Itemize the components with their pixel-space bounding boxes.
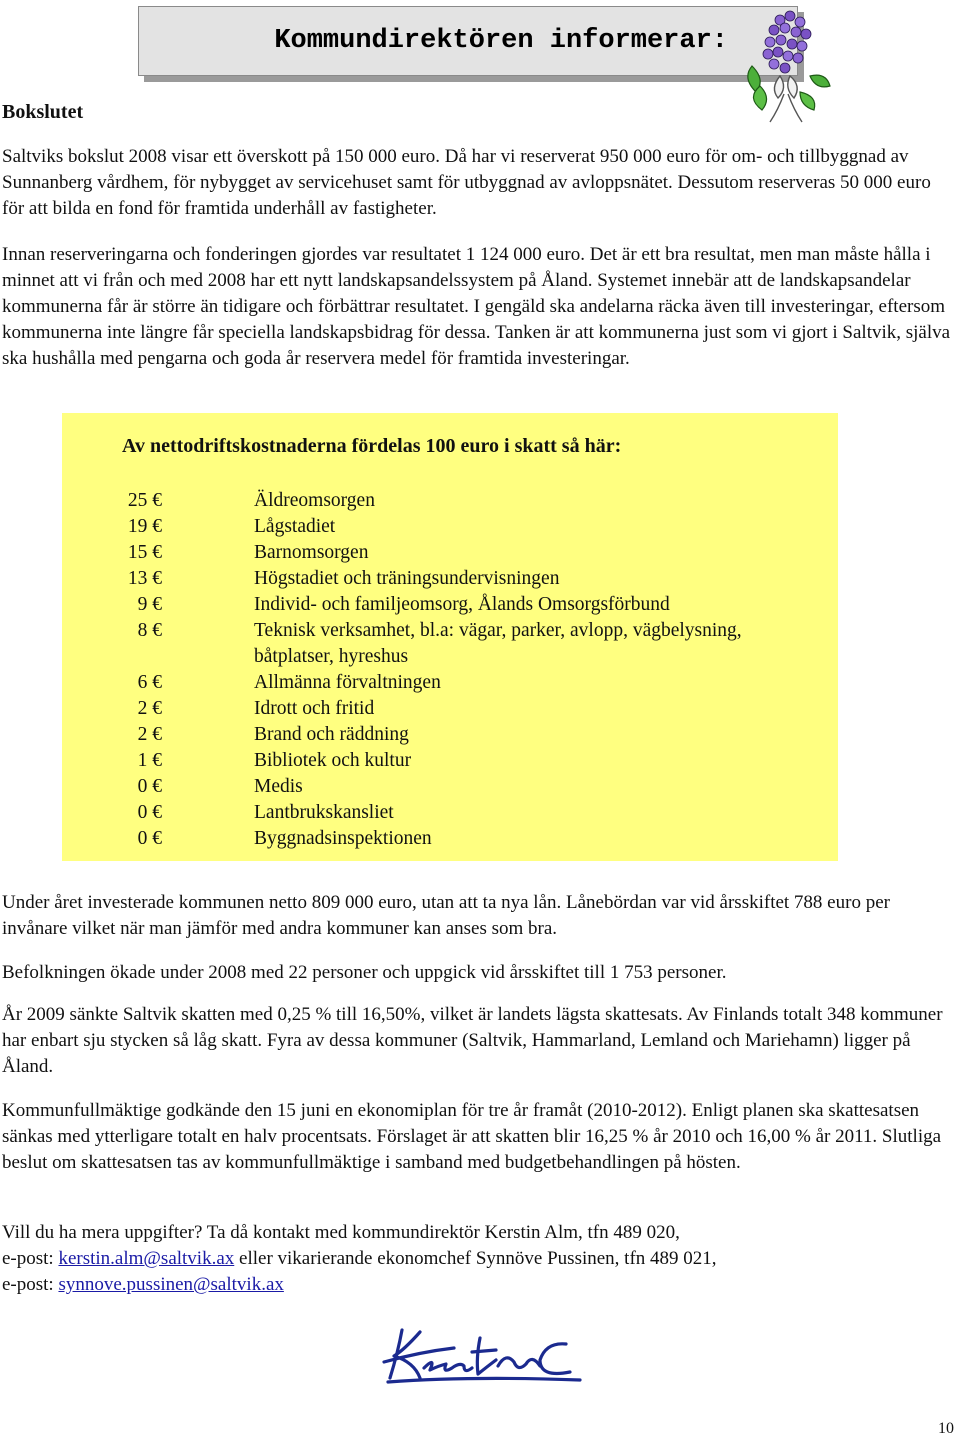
paragraph-economic-plan: Kommunfullmäktige godkände den 15 juni en ekonomiplan för tre år framåt (2010-2012). Enligt planen ska skattesatsen sänkas med ytterligare totalt en halv procentsats. Förslaget är att skatten blir 16,25 % år 2010 och 16,00 % år 2011. Slutliga beslut om skattesatsen tas av kommunfullmäktige i samband med budgetbehandlingen på hösten. xyxy=(2,1100,942,1173)
distribution-row xyxy=(62,696,838,722)
distribution-label: Lågstadiet xyxy=(254,516,336,537)
distribution-amount: 6 € xyxy=(137,672,162,693)
distribution-row xyxy=(62,670,838,696)
distribution-amount: 0 € xyxy=(137,828,162,849)
distribution-label: Teknisk verksamhet, bl.a: vägar, parker, avlopp, vägbelysning, båtplatser, hyreshus xyxy=(254,620,742,667)
section-heading-bokslut: Bokslutet xyxy=(2,101,84,123)
contact-paragraph xyxy=(2,1220,954,1298)
paragraph-investments: Under året investerade kommunen netto 809 000 euro, utan att ta nya lån. Lånebördan var vid årsskiftet 788 euro per invånare vilket när man jämför med andra kommuner kan anses som bra. xyxy=(2,892,890,939)
distribution-amount: 19 € xyxy=(127,516,162,537)
email-link-kerstin[interactable]: kerstin.alm@saltvik.ax xyxy=(58,1248,235,1269)
contact-line-1: Vill du ha mera uppgifter? Ta då kontakt med kommundirektör Kerstin Alm, tfn 489 020, xyxy=(2,1222,680,1243)
contact-line-2: eller vikarierande ekonomchef Synnöve Pussinen, tfn 489 021, xyxy=(234,1248,717,1269)
distribution-row xyxy=(62,722,838,748)
page-number: 10 xyxy=(938,1420,954,1437)
distribution-amount: 0 € xyxy=(137,802,162,823)
tax-distribution-list xyxy=(62,488,838,852)
distribution-amount: 8 € xyxy=(137,620,162,641)
distribution-amount: 1 € xyxy=(137,750,162,771)
paragraph-bokslut-result: Innan reserveringarna och fonderingen gjordes var resultatet 1 124 000 euro. Det är ett bra resultat, men man måste hålla i minnet att vi från och med 2008 har ett nytt landskapsandelssystem på Åland. Systemet innebär att de landskapsandelar kommunerna får är större än tidigare och förbättrar resultatet. I gengäld ska andelarna räcka även till investeringar, eftersom kommunerna inte längre får speciella landskapsbidrag för dessa. Tanken är att kommunerna just som vi gjort i Saltvik, själva ska hushålla med pengarna och goda år reservera medel för framtida investeringar. xyxy=(2,244,951,369)
distribution-label: Äldreomsorgen xyxy=(254,490,375,511)
handwritten-signature xyxy=(380,1322,590,1386)
header-banner xyxy=(138,6,798,76)
distribution-row xyxy=(62,826,838,852)
distribution-label: Medis xyxy=(254,776,303,797)
flower-blossoms xyxy=(763,11,811,73)
distribution-label: Lantbrukskansliet xyxy=(254,802,394,823)
distribution-amount: 15 € xyxy=(127,542,162,563)
distribution-label: Byggnadsinspektionen xyxy=(254,828,432,849)
distribution-row xyxy=(62,488,838,514)
lilac-flower-illustration xyxy=(740,6,840,126)
paragraph-tax: År 2009 sänkte Saltvik skatten med 0,25 % till 16,50%, vilket är landets lägsta skattesats. Av Finlands totalt 348 kommuner har enbart sju stycken så låg skatt. Fyra av dessa kommuner (Saltvik, Hammarland, Lemland och Mariehamn) ligger på Åland. xyxy=(2,1004,943,1077)
distribution-amount: 25 € xyxy=(127,490,162,511)
distribution-label: Allmänna förvaltningen xyxy=(254,672,441,693)
distribution-row xyxy=(62,514,838,540)
distribution-label: Idrott och fritid xyxy=(254,698,375,719)
distribution-amount: 0 € xyxy=(137,776,162,797)
distribution-amount: 9 € xyxy=(137,594,162,615)
distribution-amount: 13 € xyxy=(127,568,162,589)
distribution-row xyxy=(62,800,838,826)
paragraph-population: Befolkningen ökade under 2008 med 22 personer och uppgick vid årsskiftet till 1 753 personer. xyxy=(2,962,727,983)
email-link-synnove[interactable]: synnove.pussinen@saltvik.ax xyxy=(58,1274,284,1295)
paragraph-bokslut-summary: Saltviks bokslut 2008 visar ett överskott på 150 000 euro. Då har vi reserverat 950 000 euro för om- och tillbyggnad av Sunnanberg vårdhem, för nybygget av servicehuset samt för utbyggnad av avloppsnätet. Dessutom reserveras 50 000 euro för att bilda en fond för framtida underhåll av fastigheter. xyxy=(2,146,931,219)
flower-ribbon xyxy=(770,76,802,122)
email-label-1: e-post: xyxy=(2,1248,59,1269)
tax-distribution-heading: Av nettodriftskostnaderna fördelas 100 euro i skatt så här: xyxy=(122,435,622,457)
distribution-label: Brand och räddning xyxy=(254,724,409,745)
distribution-row xyxy=(62,566,838,592)
distribution-amount: 2 € xyxy=(137,724,162,745)
email-label-2: e-post: xyxy=(2,1274,59,1295)
distribution-row xyxy=(62,774,838,800)
distribution-row xyxy=(62,592,838,618)
distribution-label: Högstadiet och träningsundervisningen xyxy=(254,568,560,589)
distribution-label: Individ- och familjeomsorg, Ålands Omsorgsförbund xyxy=(254,594,670,615)
distribution-row xyxy=(62,748,838,774)
distribution-row xyxy=(62,618,838,670)
distribution-label: Barnomsorgen xyxy=(254,542,369,563)
distribution-row xyxy=(62,540,838,566)
distribution-amount: 2 € xyxy=(137,698,162,719)
distribution-label: Bibliotek och kultur xyxy=(254,750,412,771)
page-title: Kommundirektören informerar: xyxy=(274,26,728,56)
tax-distribution-box xyxy=(62,413,838,861)
